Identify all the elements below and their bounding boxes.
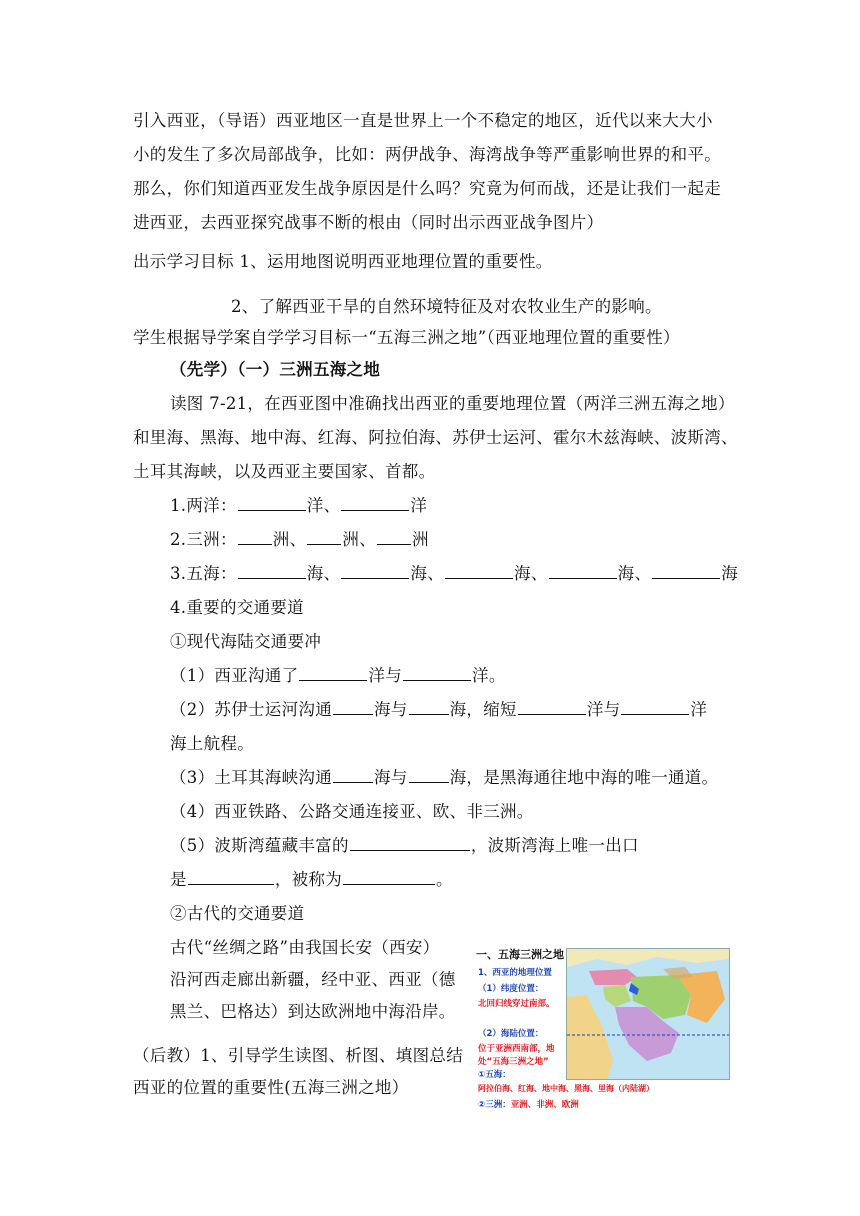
modern-item-4: （4）西亚铁路、公路交通连接亚、欧、非三洲。 — [170, 802, 534, 821]
modern-item-2-cont: 海上航程。 — [170, 734, 254, 753]
map-shapes — [567, 949, 729, 1079]
europe-land — [567, 949, 729, 967]
blank[interactable] — [409, 699, 449, 715]
figure-sub-5: 位于亚洲西南部，地 — [478, 1044, 555, 1054]
blank[interactable] — [333, 767, 373, 783]
ancient-line-3: 黑兰、巴格达）到达欧洲地中海沿岸。 — [170, 1002, 456, 1021]
read-line-3: 土耳其海峡，以及西亚主要国家、首都。 — [133, 462, 436, 481]
blank[interactable] — [549, 563, 617, 579]
figure-title: 一、五海三洲之地 — [476, 948, 564, 961]
blank[interactable] — [341, 563, 409, 579]
blank[interactable] — [188, 869, 274, 885]
question-oceans: 1.两洋： 洋、 洋 — [170, 496, 428, 515]
modern-routes-heading: ①现代海陆交通要冲 — [170, 632, 322, 651]
blank[interactable] — [238, 563, 306, 579]
teach-line-1: （后教）1、引导学生读图、析图、填图总结 — [133, 1046, 463, 1065]
self-study-line: 学生根据导学案自学学习目标一“五海三洲之地”（西亚地理位置的重要性） — [133, 328, 680, 347]
blank[interactable] — [333, 699, 373, 715]
modern-item-3: （3）土耳其海峡沟通 海与 海，是黑海通往地中海的唯一通道。 — [170, 768, 719, 787]
figure-sub-9: ②三洲：亚洲、非洲、欧洲 — [478, 1100, 579, 1110]
figure-sub-6: 处“五海三洲之地” — [478, 1057, 549, 1067]
blank[interactable] — [621, 699, 689, 715]
blank[interactable] — [343, 869, 435, 885]
figure-sub-8: 阿拉伯海、红海、地中海、黑海、里海（内陆湖） — [478, 1084, 654, 1093]
blank[interactable] — [238, 495, 306, 511]
question-routes: 4.重要的交通要道 — [170, 598, 304, 617]
goal-1: 出示学习目标 1、运用地图说明西亚地理位置的重要性。 — [133, 252, 553, 271]
read-line-1: 读图 7-21，在西亚图中准确找出西亚的重要地理位置（两洋三洲五海之地） — [170, 394, 735, 413]
intro-line-4: 进西亚，去西亚探究战事不断的根由（同时出示西亚战争图片） — [133, 213, 604, 232]
blank[interactable] — [409, 767, 449, 783]
ancient-line-1: 古代“丝绸之路”由我国长安（西安） — [170, 938, 440, 957]
figure-sub-1: 1、西亚的地理位置 — [478, 968, 552, 978]
modern-item-5: （5）波斯湾蕴藏丰富的 ，波斯湾海上唯一出口 — [170, 836, 639, 855]
blank[interactable] — [445, 563, 513, 579]
section-heading: （先学）（一）三洲五海之地 — [170, 360, 381, 379]
blank[interactable] — [652, 563, 720, 579]
modern-item-1: （1）西亚沟通了 洋与 洋。 — [170, 666, 506, 685]
blank[interactable] — [307, 529, 341, 545]
figure-sub-3: 北回归线穿过南部。 — [478, 999, 555, 1009]
blank[interactable] — [518, 699, 586, 715]
blank[interactable] — [299, 665, 367, 681]
blank[interactable] — [341, 495, 409, 511]
figure-sub-2: （1）纬度位置： — [478, 984, 544, 994]
teach-line-2: 西亚的位置的重要性(五海三洲之地） — [133, 1078, 409, 1097]
modern-item-5-cont: 是 ，被称为 。 — [170, 870, 453, 889]
west-asia-map — [566, 948, 730, 1080]
blank[interactable] — [403, 665, 471, 681]
intro-line-3: 那么，你们知道西亚发生战争原因是什么吗？究竟为何而战，还是让我们一起走 — [133, 179, 721, 198]
blank[interactable] — [350, 835, 470, 851]
intro-line-1: 引入西亚，（导语）西亚地区一直是世界上一个不稳定的地区，近代以来大大小 — [133, 111, 713, 130]
question-continents: 2.三洲： 洲、 洲、 洲 — [170, 530, 429, 549]
figure-sub-4: （2）海陆位置： — [478, 1029, 544, 1039]
read-line-2: 和里海、黑海、地中海、红海、阿拉伯海、苏伊士运河、霍尔木兹海峡、波斯湾、 — [133, 428, 738, 447]
ancient-routes-heading: ②古代的交通要道 — [170, 904, 305, 923]
blank[interactable] — [238, 529, 272, 545]
blank[interactable] — [377, 529, 411, 545]
ancient-line-2: 沿河西走廊出新疆，经中亚、西亚（德 — [170, 970, 456, 989]
levant-region — [603, 985, 631, 1007]
figure-sub-7: ①五海： — [478, 1070, 511, 1080]
turkey-region — [589, 969, 637, 985]
west-asia-slide-figure — [470, 940, 732, 1120]
modern-item-2: （2）苏伊士运河沟通 海与 海，缩短 洋与 洋 — [170, 700, 708, 719]
question-seas: 3.五海： 海、 海、 海、 海、 海 — [170, 564, 739, 583]
goal-2: 2、了解西亚干旱的自然环境特征及对农牧业生产的影响。 — [231, 297, 662, 316]
africa-land — [567, 995, 613, 1079]
intro-line-2: 小的发生了多次局部战争，比如：两伊战争、海湾战争等严重影响世界的和平。 — [133, 145, 721, 164]
